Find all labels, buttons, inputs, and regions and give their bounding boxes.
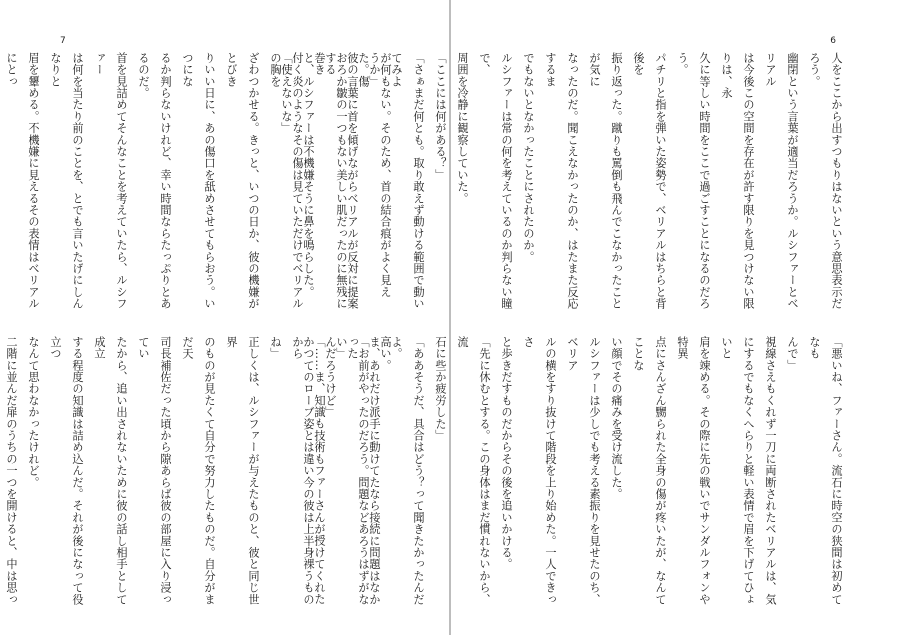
page-number-left: 7	[60, 36, 66, 46]
right-upper-text: 人をここから出すつもりはないという意思表示だろう。 幽閉という言葉が適当だろうか。ルシファーとベリアル は今後この空間を存在が許す限りを見つけない限りは、永 久に等しい時間をここで過ごすことになるのだろう。 パチリと指を弾いた姿勢で、ベリアルはちらと背後を 振り返った。蹴りも罵倒も飛んでこなかったことが気に なったのだ。聞こえなかったのか、はたまた反応するま でもないとなかったことにされたのか。 ルシファーは常の何を考えているのか判らない瞳で、 周囲を冷静に観察していた。 「ここには何がある？」 「さぁまだ何とも。取り敢えず動ける範囲で動いてみよ うか」 彼の言葉に首を傾げながらベリアルが反対に提案する と、ルシファーは不機嫌そうに鼻を鳴らした。 「使えないな」	[280, 52, 843, 310]
left-lower-text: 高い。 「お前がやったのだろう。問題などあろうはずがない」 「……ま、知識も技術もファーさんが授けてくれたから ね」 正しくは、ルシファーが与えたものと、彼と同じ世界 のものが見たくて自分で努力したものだ。自分がまだ天 司長補佐だった頃から隙あらば彼の部屋に入り浸ってい たから、追い出されないために彼の話し相手として成立 する程度の知識は詰め込んだ。それが後になって役立つ なんて思わなかったけれど。 二階に並んだ扉のうちの一つを開けると、中は思っ	[5, 336, 392, 606]
right-upper-text-block	[280, 52, 847, 310]
right-lower-text-block	[302, 336, 847, 606]
right-lower-text: 「悪いね、ファーさん。流石に時空の狭間は初めてなも んで」 視線さえもくれず一刀に両断されたベリアルは、気 にするでもなくへらりと軽い表情で眉を下げてひょいと 肩を竦める。その際に先の戦いでサンダルフォンや特異 点にさんざん嬲られた全身の傷が疼いたが、なんてことな い顔でその痛みを受け流した。 ルシファーは少しでも考える素振りを見せたのち、ベリア ルの横をすり抜けて階段を上り始めた。一人できっさ と歩きだすものだからその後を追いかける。 「先に休むとする。この身体はまだ慣れないから、流 石に些か疲労した」 「ああそうだ、具合はどう？って聞きたかったんだよ。 ま、あれだけ派手に動けてたなら接続に問題はなかった んだろうけど」 かつてのローブ姿とは違い今の彼は上半身裸うもの	[302, 336, 843, 606]
right-page	[280, 0, 900, 635]
left-upper-text: が何もない。そのため、首の結合痕がよく見えた。傷 おろか皺の一つもない美しい肌だったのに無残に巻き 付く炎のようなその傷は見ていただけでベリアルの胸を ざわつかせる。きっと、いつの日か、彼の機嫌がとびき りいい日に、あの傷口を舐めさせてもらおう。いつにな るか判らないけれど、幸い時間ならたっぷりとあるのだ。 首を見詰めてそんなことを考えていたら、ルシファー は何を当たり前のことを、とでも言いたげにしんなりと 眉を顰める。不機嫌に見えるその表情はベリアルにとっ	[5, 52, 392, 310]
left-lower-text-block	[5, 336, 396, 606]
page-number-right: 6	[830, 36, 836, 46]
